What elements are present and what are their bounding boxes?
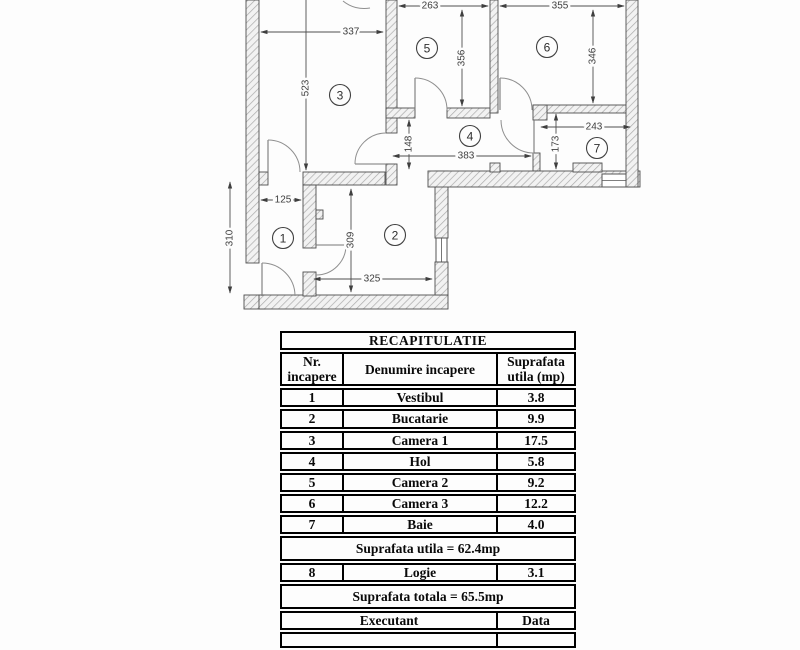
table-title-row bbox=[280, 331, 576, 350]
room-number-label: 1 bbox=[279, 231, 287, 246]
door-swing bbox=[343, 1, 370, 9]
table-row-logie bbox=[280, 563, 576, 582]
room-number-label: 6 bbox=[543, 40, 551, 55]
wall-segment bbox=[435, 262, 448, 295]
row-area: 12.2 bbox=[496, 494, 576, 513]
window bbox=[602, 174, 626, 187]
empty-cell bbox=[280, 632, 496, 648]
dimension bbox=[457, 10, 468, 106]
dimension bbox=[588, 10, 599, 103]
row-area: 4.0 bbox=[496, 515, 576, 534]
room-number bbox=[460, 126, 481, 147]
header-denumire: Denumire incapere bbox=[342, 352, 496, 386]
dimension-label: 355 bbox=[551, 0, 569, 12]
room-number-label: 2 bbox=[391, 228, 399, 243]
wall-segment bbox=[303, 272, 316, 296]
row-area: 3.1 bbox=[496, 563, 576, 582]
row-nr: 1 bbox=[280, 388, 342, 407]
room-number-label: 4 bbox=[466, 129, 474, 144]
room-number bbox=[417, 38, 438, 59]
wall-segment bbox=[533, 105, 547, 120]
dimension-label: 173 bbox=[550, 135, 562, 153]
footer-row bbox=[280, 611, 576, 630]
total-text: Suprafata totala = 65.5mp bbox=[280, 584, 576, 609]
wall-segment bbox=[573, 163, 602, 172]
table-row bbox=[280, 515, 576, 534]
window bbox=[436, 238, 447, 262]
dimension bbox=[541, 122, 630, 133]
row-name: Camera 1 bbox=[342, 431, 496, 450]
dimension bbox=[500, 1, 624, 12]
dimension-label: 523 bbox=[300, 79, 312, 97]
wall-segment bbox=[533, 153, 540, 171]
wall-segment bbox=[246, 0, 259, 263]
walls bbox=[244, 0, 640, 309]
row-name: Logie bbox=[342, 563, 496, 582]
ghost-row bbox=[280, 632, 576, 648]
table-row bbox=[280, 452, 576, 471]
dimension bbox=[314, 274, 432, 285]
wall-segment bbox=[259, 172, 268, 185]
table-row bbox=[280, 494, 576, 513]
wall-segment bbox=[490, 163, 500, 172]
dimension-label: 346 bbox=[587, 47, 599, 65]
dimension-label: 383 bbox=[457, 150, 475, 162]
dimension-label: 310 bbox=[224, 229, 236, 247]
wall-segment bbox=[626, 0, 638, 187]
room-number bbox=[273, 228, 294, 249]
row-nr: 4 bbox=[280, 452, 342, 471]
dimension-label: 337 bbox=[342, 26, 360, 38]
dimension bbox=[551, 114, 562, 169]
wall-segment bbox=[316, 210, 323, 219]
dimension bbox=[225, 182, 236, 293]
dimension-label: 243 bbox=[585, 121, 603, 133]
room-number bbox=[587, 138, 608, 159]
dimension-label: 148 bbox=[403, 135, 415, 153]
dimension bbox=[261, 195, 301, 206]
dimension bbox=[399, 1, 488, 12]
wall-segment bbox=[533, 105, 638, 113]
empty-cell bbox=[496, 632, 576, 648]
wall-segment bbox=[447, 108, 490, 118]
row-nr: 3 bbox=[280, 431, 342, 450]
row-nr: 2 bbox=[280, 409, 342, 428]
subtotal-row bbox=[280, 536, 576, 561]
dimension bbox=[261, 27, 383, 38]
executant-label: Executant bbox=[280, 611, 496, 630]
wall-segment bbox=[303, 172, 385, 185]
room-number-label: 5 bbox=[423, 41, 431, 56]
row-area: 9.9 bbox=[496, 409, 576, 428]
dimension-label: 309 bbox=[345, 231, 357, 249]
wall-segment bbox=[490, 0, 498, 113]
row-name: Camera 2 bbox=[342, 473, 496, 492]
data-label: Data bbox=[496, 611, 576, 630]
dimension bbox=[404, 120, 415, 169]
row-nr: 6 bbox=[280, 494, 342, 513]
door-swing bbox=[262, 263, 295, 296]
door-swing bbox=[500, 78, 532, 110]
row-nr: 7 bbox=[280, 515, 342, 534]
wall-segment bbox=[259, 295, 448, 309]
dimension-label: 125 bbox=[274, 194, 292, 206]
wall-segment bbox=[303, 185, 316, 248]
door-swing bbox=[501, 120, 534, 153]
subtotal-text: Suprafata utila = 62.4mp bbox=[280, 536, 576, 561]
dimension-label: 356 bbox=[456, 49, 468, 67]
table-row bbox=[280, 431, 576, 450]
total-row bbox=[280, 584, 576, 609]
row-nr: 8 bbox=[280, 563, 342, 582]
dimension-label: 325 bbox=[363, 273, 381, 285]
door-swing bbox=[355, 133, 386, 164]
row-name: Vestibul bbox=[342, 388, 496, 407]
header-suprafata: Suprafata utila (mp) bbox=[496, 352, 576, 386]
row-area: 5.8 bbox=[496, 452, 576, 471]
room-number-label: 7 bbox=[593, 141, 601, 156]
table-header-row bbox=[280, 352, 576, 386]
dimension bbox=[301, 0, 312, 170]
door-swing bbox=[415, 78, 447, 110]
row-area: 3.8 bbox=[496, 388, 576, 407]
table-row bbox=[280, 388, 576, 407]
room-number bbox=[330, 85, 351, 106]
wall-segment bbox=[386, 164, 397, 185]
recap-table-wrap bbox=[280, 329, 576, 650]
row-name: Baie bbox=[342, 515, 496, 534]
room-number-label: 3 bbox=[336, 88, 344, 103]
door-swing bbox=[268, 140, 300, 172]
header-nr: Nr. incapere bbox=[280, 352, 342, 386]
room-number bbox=[537, 37, 558, 58]
door-swing bbox=[316, 245, 346, 275]
row-name: Bucatarie bbox=[342, 409, 496, 428]
row-area: 17.5 bbox=[496, 431, 576, 450]
row-nr: 5 bbox=[280, 473, 342, 492]
table-row bbox=[280, 473, 576, 492]
dimension-label: 263 bbox=[421, 0, 439, 12]
wall-segment bbox=[386, 108, 415, 118]
dimension bbox=[346, 189, 357, 292]
row-area: 9.2 bbox=[496, 473, 576, 492]
recap-table bbox=[280, 329, 576, 650]
table-row bbox=[280, 409, 576, 428]
row-name: Camera 3 bbox=[342, 494, 496, 513]
table-title: RECAPITULATIE bbox=[280, 331, 576, 350]
row-name: Hol bbox=[342, 452, 496, 471]
room-number bbox=[385, 225, 406, 246]
